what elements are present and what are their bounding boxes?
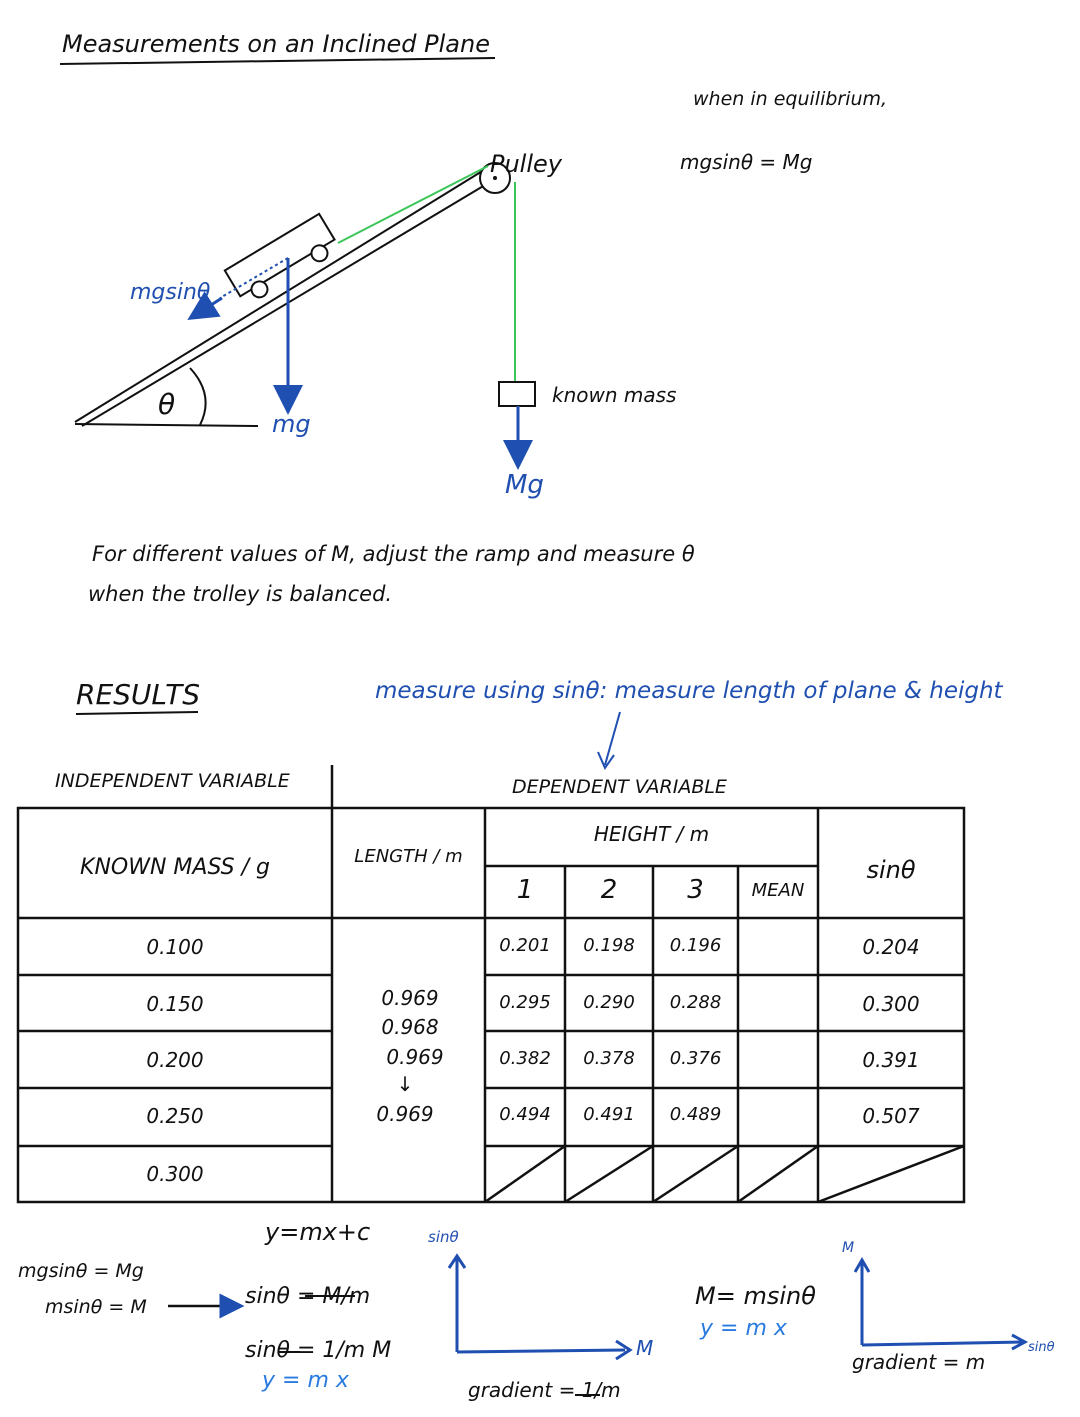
graph-sin-vs-M <box>449 1256 630 1359</box>
equation: msinθ = M <box>45 1296 147 1318</box>
ymxc: y=mx+c <box>265 1218 371 1246</box>
known-mass-box <box>499 382 535 406</box>
cell-sin: 0.507 <box>862 1104 920 1128</box>
cell-sin: 0.300 <box>862 992 920 1016</box>
equation: sinθ = M/m <box>245 1284 371 1309</box>
header-mean: MEAN <box>751 880 805 901</box>
cell-sin: 0.204 <box>862 935 920 959</box>
header-height-1: 1 <box>516 875 534 905</box>
length-value: 0.968 <box>381 1015 439 1039</box>
length-value: 0.969 <box>376 1102 434 1126</box>
cell-h2: 0.491 <box>583 1104 635 1125</box>
equation-mapping: y = m x <box>700 1316 787 1341</box>
cell-h2: 0.290 <box>583 992 635 1013</box>
independent-variable-label: INDEPENDENT VARIABLE <box>55 770 290 792</box>
header-sin: sinθ <box>866 856 916 884</box>
trolley-icon <box>225 214 341 307</box>
cell-mass: 0.200 <box>146 1048 204 1072</box>
cell-h1: 0.201 <box>499 935 551 956</box>
length-value: 0.969 <box>386 1045 444 1069</box>
graph2-y-label: M <box>842 1240 855 1256</box>
equation-mapping: y = m x <box>262 1368 349 1393</box>
cell-h1: 0.295 <box>499 992 551 1013</box>
page-title: Measurements on an Inclined Plane <box>62 30 490 58</box>
equilibrium-equation: mgsinθ = Mg <box>680 150 813 174</box>
length-arrow: ↓ <box>396 1072 414 1096</box>
graph1-gradient: gradient = 1/m <box>468 1378 621 1402</box>
cell-h3: 0.489 <box>669 1104 722 1125</box>
cell-mass: 0.150 <box>146 992 204 1016</box>
graph1-y-label: sinθ <box>428 1228 459 1246</box>
equation: M= msinθ <box>695 1282 816 1310</box>
cell-h3: 0.196 <box>669 935 722 956</box>
known-mass-label: known mass <box>552 383 677 407</box>
cell-sin: 0.391 <box>862 1048 920 1072</box>
Mg-label: Mg <box>505 470 544 500</box>
cell-h3: 0.376 <box>669 1048 722 1069</box>
cell-h3: 0.288 <box>669 992 722 1013</box>
cell-h1: 0.494 <box>499 1104 551 1125</box>
header-length: LENGTH / m <box>354 846 463 867</box>
cell-mass: 0.250 <box>146 1104 204 1128</box>
instruction-line: when the trolley is balanced. <box>88 582 393 606</box>
pulley-label: Pulley <box>490 150 562 178</box>
graph1-x-label: M <box>636 1336 654 1360</box>
header-height-3: 3 <box>687 875 704 905</box>
cell-h2: 0.378 <box>583 1048 635 1069</box>
equation: sinθ = 1/m M <box>245 1338 392 1363</box>
dependent-variable-label: DEPENDENT VARIABLE <box>512 776 727 798</box>
angle-label: θ <box>158 388 176 421</box>
graph2-gradient: gradient = m <box>852 1350 986 1374</box>
header-known-mass: KNOWN MASS / g <box>80 855 270 880</box>
instruction-line: For different values of M, adjust the ramp and measure θ <box>92 542 695 566</box>
header-height: HEIGHT / m <box>593 822 710 846</box>
header-height-2: 2 <box>600 875 618 905</box>
measurement-note: measure using sinθ: measure length of plane & height <box>375 678 1003 704</box>
cell-mass: 0.300 <box>146 1162 204 1186</box>
cell-mass: 0.100 <box>146 935 204 959</box>
equation: mgsinθ = Mg <box>18 1260 144 1282</box>
mgsin-label: mgsinθ <box>130 280 211 305</box>
title-underline <box>60 58 495 64</box>
cell-h2: 0.198 <box>583 935 635 956</box>
string <box>338 166 488 243</box>
length-value: 0.969 <box>381 986 439 1010</box>
mg-label: mg <box>272 410 311 438</box>
equilibrium-note: when in equilibrium, <box>693 88 888 110</box>
graph2-x-label: sinθ <box>1028 1340 1055 1355</box>
cell-h1: 0.382 <box>499 1048 551 1069</box>
graph-M-vs-sin <box>855 1260 1025 1349</box>
results-heading: RESULTS <box>76 678 200 711</box>
